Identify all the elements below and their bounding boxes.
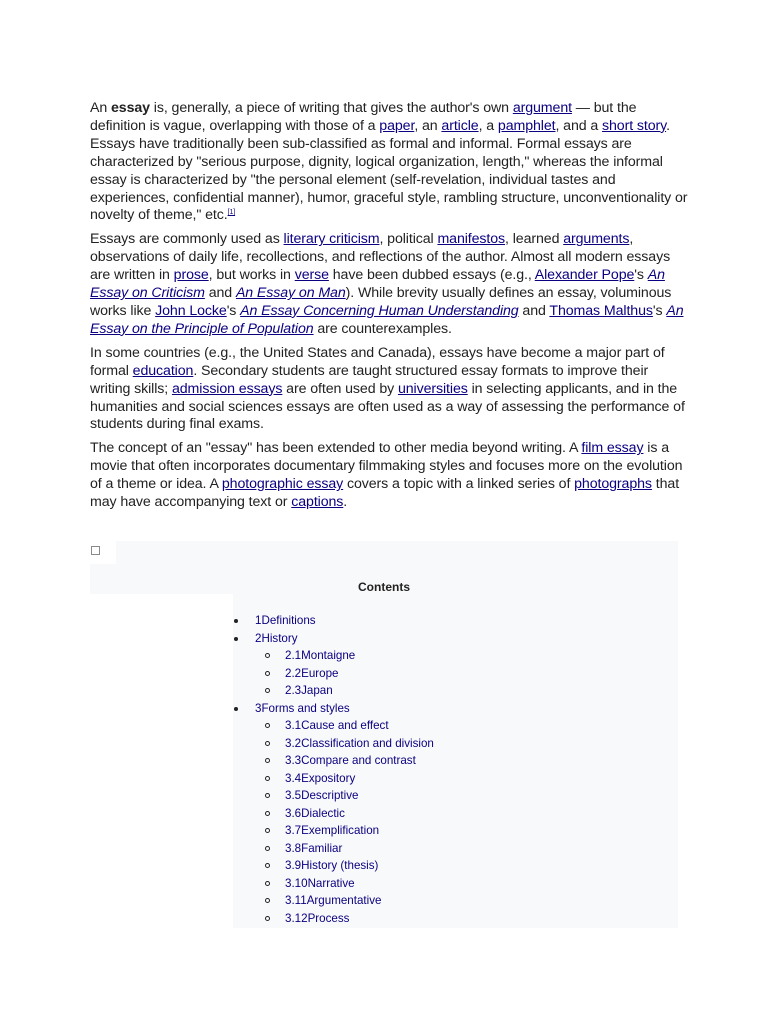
text-run: and (518, 302, 550, 319)
bullet-icon (265, 741, 270, 746)
bullet-icon (265, 723, 270, 728)
text-run: , but works in (208, 267, 295, 284)
toc-item-1definitions[interactable] (233, 612, 678, 630)
toc-item-label[interactable]: 3.7Exemplification (285, 824, 380, 837)
text-run: . Essays have traditionally been sub-classified as formal and informal. Formal essays are characterized by "serious purpose, dignity, logical organization, length," whereas the informal essay is characterized by "the personal element (self-revelation, individual tastes and experiences, confidential manner), humor, graceful style, rambling structure, unconventionality or novelty of theme," etc. (90, 117, 688, 224)
toc-item-label[interactable]: 3.6Dialectic (285, 806, 345, 820)
text-run: 's (226, 302, 241, 319)
link-manifestos[interactable]: manifestos (437, 231, 506, 248)
toc-item-label[interactable]: 3.9History (thesis) (285, 859, 379, 872)
text-run: Essays are commonly used as (90, 231, 284, 248)
toc-item-3forms-and-styles[interactable] (233, 700, 678, 718)
text-run: 's (634, 267, 648, 284)
text-run: are counterexamples. (313, 320, 452, 337)
bullet-icon (265, 793, 270, 798)
toc-item-2-3japan[interactable] (233, 682, 678, 700)
bullet-icon (234, 637, 238, 641)
text-run: — but the definition is vague, overlapping with those of a (90, 100, 637, 134)
toc-item-label[interactable]: 3.12Process (285, 911, 350, 925)
toc-item-3-1cause-and-effect[interactable] (233, 717, 678, 735)
link-education[interactable]: education (132, 362, 194, 379)
link-admission-essays[interactable]: admission essays (171, 380, 283, 397)
link-paper[interactable]: paper (379, 117, 415, 134)
toc-item-3-12process[interactable] (233, 910, 678, 928)
toc-item-label[interactable]: 2.1Montaigne (285, 649, 356, 662)
link-argument[interactable]: argument (512, 100, 572, 116)
toc-item-label[interactable]: 3.8Familiar (285, 841, 343, 855)
text-run: , political (379, 231, 438, 248)
link-pamphlet[interactable]: pamphlet (497, 117, 556, 134)
link-captions[interactable]: captions (291, 494, 344, 511)
text-run: that may have accompanying text or (90, 476, 680, 511)
link-universities[interactable]: universities (397, 380, 468, 397)
text-run: . Secondary students are taught structured essay formats to improve their writing skills; (90, 362, 649, 397)
toc-item-label[interactable]: 3.5Descriptive (285, 789, 359, 802)
link-essay-on-man[interactable]: An Essay on Man (235, 285, 346, 302)
toc-item-label[interactable]: 3.2Classification and division (285, 736, 434, 750)
toc-list (233, 612, 678, 927)
text-run: In some countries (e.g., the United States and Canada), essays have become a major part of formal (90, 344, 665, 379)
link-alexander-pope[interactable]: Alexander Pope (534, 267, 635, 284)
link-literary-criticism[interactable]: literary criticism (283, 231, 380, 248)
toc-item-label[interactable]: 3.10Narrative (285, 876, 355, 890)
essay-term: essay (111, 100, 150, 116)
toc-toggle-checkbox-icon[interactable] (91, 546, 100, 555)
bullet-icon (265, 881, 270, 886)
toc-item-label[interactable]: 2.3Japan (285, 684, 333, 697)
text-run: , a (478, 117, 498, 134)
bullet-icon (234, 619, 238, 623)
article-body (90, 100, 690, 518)
toc-item-label[interactable]: 3Forms and styles (255, 701, 350, 715)
text-run: covers a topic with a linked series of (343, 476, 575, 493)
text-run: and (204, 285, 236, 302)
toc-sublist (233, 717, 678, 927)
toc-item-2history[interactable] (233, 630, 678, 648)
link-prose[interactable]: prose (173, 267, 209, 284)
text-run: is a movie that often incorporates documentary filmmaking styles and focuses more on the evolution of a theme or idea. A (90, 440, 683, 493)
text-run: , and a (555, 117, 603, 134)
bullet-icon (265, 863, 270, 868)
bullet-icon (265, 846, 270, 851)
link-essay-human-understanding[interactable]: An Essay Concerning Human Understanding (240, 302, 519, 319)
toc-item-3-5descriptive[interactable] (233, 787, 678, 805)
toc-title: Contents (358, 580, 410, 594)
text-run: ). While brevity usually defines an essay, voluminous works like (90, 285, 672, 319)
text-run: An (90, 100, 111, 116)
text-run: is, generally, a piece of writing that gives the author's own (149, 100, 513, 116)
text-run: have been dubbed essays (e.g., (328, 267, 535, 284)
toc-item-label[interactable]: 2History (255, 631, 298, 645)
toc-item-label[interactable]: 3.4Expository (285, 771, 356, 785)
usage-paragraph (90, 231, 690, 338)
bullet-icon (234, 707, 238, 711)
toc-item-3-7exemplification[interactable] (233, 822, 678, 840)
bullet-icon (265, 776, 270, 781)
toc-item-2-1montaigne[interactable] (233, 647, 678, 665)
toc-title-box (90, 564, 678, 594)
toc-item-3-2classification-and-division[interactable] (233, 735, 678, 753)
text-run: , an (414, 117, 442, 134)
toc-item-label[interactable]: 3.1Cause and effect (285, 719, 389, 732)
toc-item-3-10narrative[interactable] (233, 875, 678, 893)
toc-item-3-9history-thesis[interactable] (233, 857, 678, 875)
toc-item-3-11argumentative[interactable] (233, 892, 678, 910)
table-of-contents (233, 612, 678, 927)
bullet-icon (265, 898, 270, 903)
bullet-icon (265, 916, 270, 921)
media-paragraph (90, 440, 690, 512)
toc-item-2-2europe[interactable] (233, 665, 678, 683)
toc-item-3-6dialectic[interactable] (233, 805, 678, 823)
toc-sublist (233, 647, 678, 700)
text-run: The concept of an "essay" has been extended to other media beyond writing. A (90, 440, 582, 457)
link-photographic-essay[interactable]: photographic essay (221, 476, 344, 493)
text-run: 's (652, 302, 667, 319)
link-short-story[interactable]: short story (602, 117, 667, 134)
text-run: . (343, 494, 348, 511)
education-paragraph (90, 345, 690, 435)
link-arguments[interactable]: arguments (563, 231, 630, 248)
toc-item-label[interactable]: 3.3Compare and contrast (285, 754, 416, 767)
link-essay-principle-population[interactable]: An Essay on the Principle of Population (90, 302, 684, 337)
bullet-icon (265, 688, 270, 693)
link-film-essay[interactable]: film essay (581, 440, 644, 457)
intro-paragraph (90, 100, 690, 225)
bullet-icon (265, 811, 270, 816)
link-verse[interactable]: verse (294, 267, 329, 284)
toc-item-label[interactable]: 3.11Argumentative (285, 894, 382, 907)
toc-item-3-8familiar[interactable] (233, 840, 678, 858)
link-article[interactable]: article (441, 117, 479, 134)
toc-item-3-3compare-and-contrast[interactable] (233, 752, 678, 770)
toc-header-strip (116, 541, 678, 564)
link-essay-on-criticism[interactable]: An Essay on Criticism (90, 267, 665, 302)
toc-item-label[interactable]: 2.2Europe (285, 666, 339, 680)
text-run: , observations of daily life, recollections, and reflections of the author. Almost all modern essays are written in (90, 231, 671, 284)
text-run: , learned (505, 231, 564, 248)
link-thomas-malthus[interactable]: Thomas Malthus (549, 302, 653, 319)
text-run: are often used by (282, 380, 398, 397)
bullet-icon (265, 653, 270, 658)
bullet-icon (265, 828, 270, 833)
toc-item-label[interactable]: 1Definitions (255, 614, 316, 627)
toc-item-3-4expository[interactable] (233, 770, 678, 788)
link-photographs[interactable]: photographs (574, 476, 652, 493)
citation-link[interactable]: [1] (227, 209, 236, 217)
bullet-icon (265, 671, 270, 676)
link-john-locke[interactable]: John Locke (155, 302, 227, 319)
text-run: in selecting applicants, and in the humanities and social sciences essays are often used as a way of assessing the performance of students during final exams. (90, 380, 685, 433)
bullet-icon (265, 758, 270, 763)
